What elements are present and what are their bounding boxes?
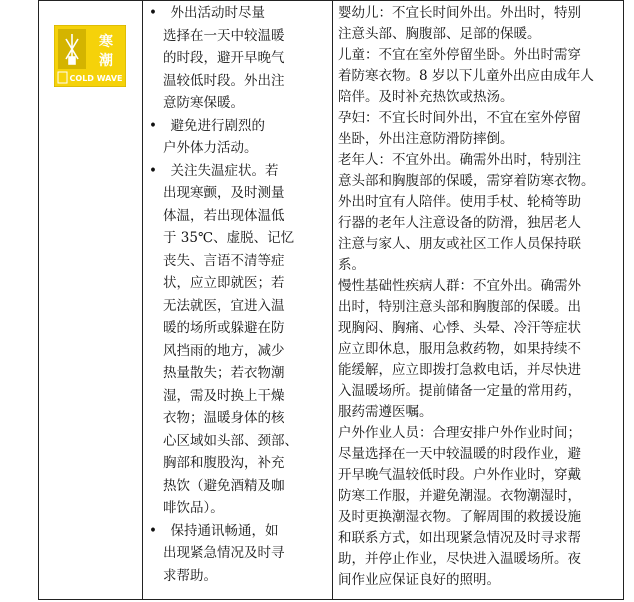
group-line: 和联系方式，如出现紧急情况及时寻求帮 <box>338 530 581 546</box>
advice-line: 出现寒颤，及时测量 <box>163 185 285 201</box>
group-line: 着防寒衣物。8 岁以下儿童外出应由成年人 <box>338 68 594 84</box>
group-line: 间作业应保证良好的照明。 <box>338 572 500 588</box>
group-line: 防寒工作服，并避免潮湿。衣物潮湿时， <box>338 488 581 504</box>
advice-line: • 关注失温症状。若 <box>149 162 279 179</box>
advice-line: • 外出活动时尽量 <box>149 5 265 21</box>
vulnerable-groups-cell <box>333 1 623 599</box>
group-line: 助，并停止作业，尽快进入温暖场所。夜 <box>338 551 581 567</box>
group-line: 出时，特别注意头部和胸腹部的保暖。出 <box>338 299 581 315</box>
group-line: 慢性基础性疾病人群：不宜外出。确需外 <box>338 278 581 294</box>
group-line: 老年人：不宜外出。确需外出时，特别注 <box>338 152 581 168</box>
advice-line: 的时段，避开早晚气 <box>163 50 285 66</box>
advice-line: • 保持通讯畅通，如 <box>149 522 279 539</box>
group-line: 服药需遵医嘱。 <box>338 404 433 420</box>
group-line: 儿童：不宜在室外停留坐卧。外出时需穿 <box>338 47 581 63</box>
group-line: 系。 <box>338 257 365 273</box>
icon-char1: 寒 <box>99 34 113 50</box>
group-line: 现胸闷、胸痛、心悸、头晕、冷汗等症状 <box>338 320 581 336</box>
advice-line: 于 35℃、虚脱、记忆 <box>163 230 295 246</box>
group-line: 注意头部、胸腹部、足部的保暖。 <box>338 26 541 42</box>
advice-line: 风挡雨的地方，减少 <box>163 342 285 359</box>
group-line: 尽量选择在一天中较温暖的时段作业，避 <box>338 446 581 462</box>
group-line: 坐卧，外出注意防滑防摔倒。 <box>338 131 514 147</box>
advice-line: 啡饮品）。 <box>163 500 224 516</box>
advice-line: 体温，若出现体温低 <box>163 207 285 224</box>
group-line: 陪伴。及时补充热饮或热汤。 <box>338 89 514 105</box>
advice-line: 热饮（避免酒精及咖 <box>163 477 285 494</box>
group-line: 开早晚气温较低时段。户外作业时，穿戴 <box>338 467 581 483</box>
icon-caption: COLD WAVE <box>69 74 123 83</box>
advice-line: 胸部和腹股沟，补充 <box>163 455 285 471</box>
advice-line: 出现紧急情况及时寻 <box>163 545 285 561</box>
advice-line: 湿，需及时换上干燥 <box>163 387 285 404</box>
advice-line: 状，应立即就医；若 <box>163 275 285 291</box>
advice-line: 户外体力活动。 <box>163 140 258 156</box>
group-line: 婴幼儿：不宜长时间外出。外出时，特别 <box>338 5 581 21</box>
group-line: 意头部和胸腹部的保暖，需穿着防寒衣物。 <box>338 173 595 189</box>
advice-line: 心区域如头部、颈部、 <box>163 432 298 449</box>
advice-line: 选择在一天中较温暖 <box>163 27 285 44</box>
advice-line: 求帮助。 <box>163 567 217 584</box>
protective-advice-cell <box>143 1 333 599</box>
group-line: 能缓解，应立即拨打急救电话，并尽快进 <box>338 362 581 378</box>
advice-line: 意防寒保暖。 <box>163 95 244 111</box>
advice-line: 衣物；温暖身体的核 <box>163 410 285 426</box>
group-line: 注意与家人、朋友或社区工作人员保持联 <box>338 236 581 252</box>
advice-line: 热量散失；若衣物潮 <box>163 365 285 381</box>
group-line: 及时更换潮湿衣物。了解周围的救援设施 <box>338 509 581 525</box>
group-line: 应立即休息，服用急救药物，如果持续不 <box>338 341 581 357</box>
advice-line: 温较低时段。外出注 <box>163 72 285 89</box>
group-line: 行器的老年人注意设备的防滑，独居老人 <box>338 215 581 231</box>
group-line: 孕妇：不宜长时间外出，不宜在室外停留 <box>338 110 581 126</box>
advice-line: 暖的场所或躲避在防 <box>163 320 285 336</box>
advice-line: 丧失、言语不清等症 <box>163 252 285 269</box>
cold-wave-yellow-warning-icon <box>54 25 126 87</box>
warning-icon-cell <box>39 1 143 599</box>
group-line: 入温暖场所。提前储备一定量的常用药， <box>338 383 581 399</box>
icon-char2: 潮 <box>99 53 113 69</box>
group-line: 外出时宜有人陪伴。使用手杖、轮椅等助 <box>338 194 581 210</box>
advice-line: 无法就医，宜进入温 <box>163 297 285 314</box>
advice-line: • 避免进行剧烈的 <box>149 117 265 134</box>
warning-guidance-table <box>38 0 624 600</box>
group-line: 户外作业人员：合理安排户外作业时间； <box>338 425 581 441</box>
